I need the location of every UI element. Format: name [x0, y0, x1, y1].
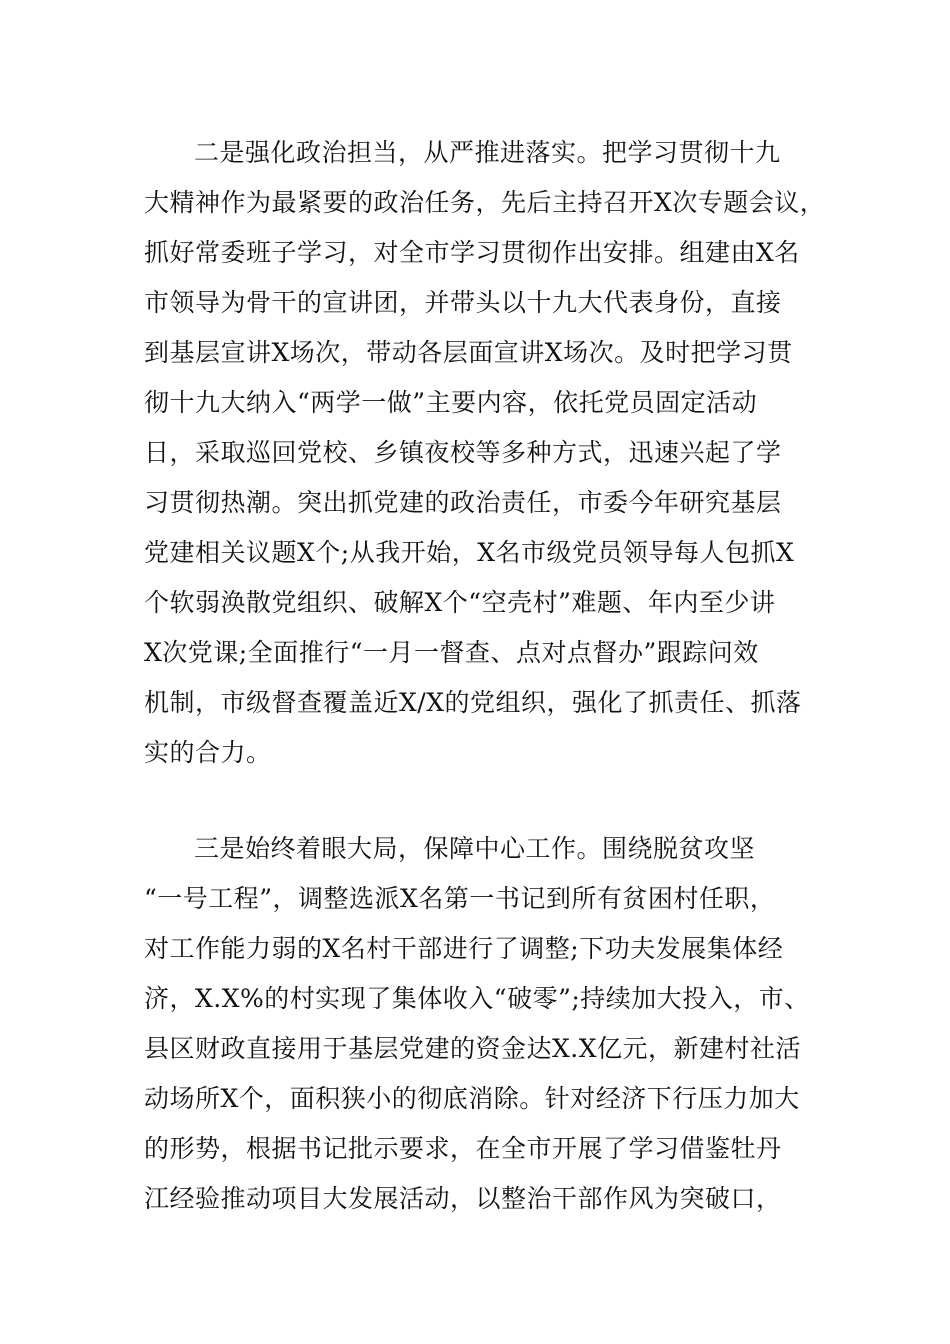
text-line: 党建相关议题X个;从我开始，X名市级党员领导每人包抓X	[144, 538, 795, 567]
text-line: 日，采取巡回党校、乡镇夜校等多种方式，迅速兴起了学	[144, 438, 782, 467]
text-line: 江经验推动项目大发展活动，以整治干部作风为突破口，	[144, 1184, 782, 1213]
text-line: 市领导为骨干的宣讲团，并带头以十九大代表身份，直接	[144, 288, 782, 317]
text-line: 济，X.X%的村实现了集体收入“破零”;持续加大投入，市、	[144, 984, 810, 1013]
text-line: 的形势，根据书记批示要求，在全市开展了学习借鉴牡丹	[144, 1134, 782, 1163]
text-line: 对工作能力弱的X名村干部进行了调整;下功夫发展集体经	[144, 934, 784, 963]
text-line: 机制，市级督查覆盖近X/X的党组织，强化了抓责任、抓落	[144, 688, 802, 717]
text-line: 到基层宣讲X场次，带动各层面宣讲X场次。及时把学习贯	[144, 338, 793, 367]
paragraph-overall-situation	[144, 824, 834, 1224]
text-line: 彻十九大纳入“两学一做”主要内容，依托党员固定活动	[144, 388, 758, 417]
text-line: 习贯彻热潮。突出抓党建的政治责任，市委今年研究基层	[144, 488, 782, 517]
text-line: 三是始终着眼大局，保障中心工作。围绕脱贫攻坚	[194, 834, 756, 863]
text-line: 县区财政直接用于基层党建的资金达X.X亿元，新建村社活	[144, 1034, 802, 1063]
paragraph-political-responsibility	[144, 128, 834, 778]
text-line: 动场所X个，面积狭小的彻底消除。针对经济下行压力加大	[144, 1084, 800, 1113]
text-line: 二是强化政治担当，从严推进落实。把学习贯彻十九	[194, 138, 781, 167]
text-line: 实的合力。	[144, 738, 272, 767]
text-line: “一号工程”，调整选派X名第一书记到所有贫困村任职，	[144, 884, 776, 913]
text-line: 抓好常委班子学习，对全市学习贯彻作出安排。组建由X名	[144, 238, 800, 267]
text-line: 个软弱涣散党组织、破解X个“空壳村”难题、年内至少讲	[144, 588, 776, 617]
text-line: 大精神作为最紧要的政治任务，先后主持召开X次专题会议，	[144, 188, 826, 217]
text-line: X次党课;全面推行“一月一督查、点对点督办”跟踪问效	[144, 638, 759, 667]
